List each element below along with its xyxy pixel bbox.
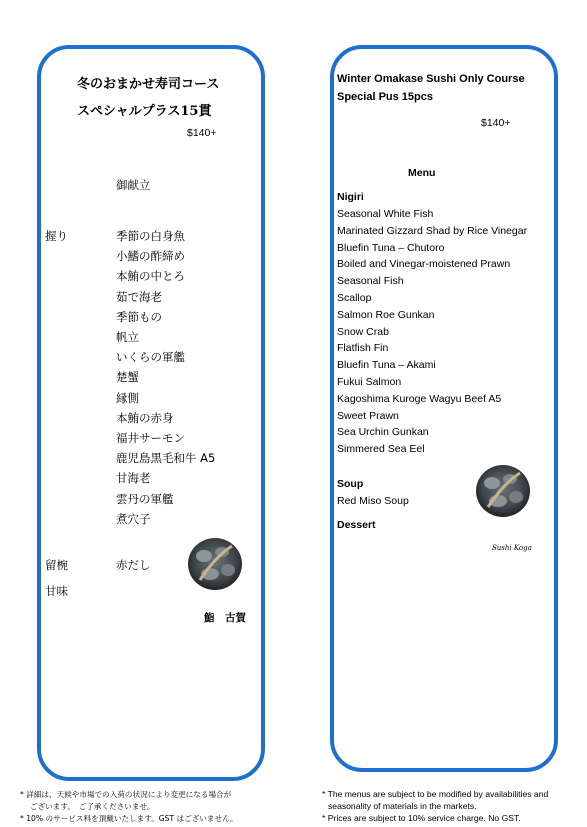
- jp-nigiri-item: いくらの軍艦: [116, 350, 185, 365]
- note-line: * Prices are subject to 10% service charge. No GST.: [322, 813, 521, 823]
- en-soup-item: Red Miso Soup: [337, 495, 409, 507]
- note-line: ございます。 ご了承くださいませ。: [30, 802, 155, 811]
- note-line: * 詳細は、天候や市場での入荷の状況により変更になる場合が: [20, 790, 232, 799]
- en-nigiri-item: Scallop: [337, 292, 372, 304]
- jp-nigiri-item: 福井サーモン: [116, 431, 185, 445]
- en-nigiri-item: Seasonal White Fish: [337, 208, 434, 220]
- jp-soup-label: 留椀: [45, 558, 68, 572]
- jp-nigiri-item: 雲丹の軍艦: [116, 491, 174, 506]
- jp-nigiri-item: 楚蟹: [116, 370, 139, 385]
- en-nigiri-item: Sweet Prawn: [337, 409, 399, 422]
- en-nigiri-item: Fukui Salmon: [337, 376, 402, 388]
- en-nigiri-item: Kagoshima Kuroge Wagyu Beef A5: [337, 392, 502, 405]
- en-nigiri-item: Seasonal Fish: [337, 275, 404, 288]
- en-course-subtitle: Special Pus 15pcs: [337, 91, 433, 103]
- jp-nigiri-item: 茹で海老: [116, 289, 162, 304]
- jp-signature: 鮨 古賀: [204, 612, 246, 624]
- en-nigiri-item: Flatfish Fin: [337, 342, 389, 355]
- en-nigiri-item: Salmon Roe Gunkan: [337, 308, 435, 321]
- jp-course-title: 冬のおまかせ寿司コース: [77, 77, 220, 92]
- jp-starter: 御献立: [116, 178, 151, 192]
- en-soup-heading: Soup: [337, 478, 364, 490]
- en-nigiri-item: Sea Urchin Gunkan: [337, 426, 429, 439]
- en-nigiri-item: Bluefin Tuna – Chutoro: [337, 241, 445, 254]
- jp-dessert-label: 甘味: [45, 584, 68, 598]
- en-nigiri-heading: Nigiri: [337, 191, 364, 203]
- jp-nigiri-item: 季節の白身魚: [116, 229, 185, 243]
- en-nigiri-item: Snow Crab: [337, 325, 389, 338]
- en-signature: Sushi Koga: [492, 544, 532, 552]
- en-dessert-heading: Dessert: [337, 519, 376, 531]
- notes-japanese: [20, 789, 238, 825]
- jp-nigiri-item: 本鮪の中とろ: [116, 269, 185, 284]
- jp-nigiri-item: 甘海老: [116, 471, 151, 486]
- jp-nigiri-item: 帆立: [116, 330, 139, 344]
- jp-nigiri-item: 煮穴子: [116, 511, 151, 526]
- note-line: * The menus are subject to be modified by availabilities and: [322, 789, 549, 799]
- jp-nigiri-item: 縁側: [116, 390, 139, 405]
- jp-nigiri-item: 鹿児島黒毛和牛 A5: [116, 451, 216, 466]
- en-menu-heading: Menu: [408, 167, 436, 179]
- miso-soup-bowl-icon: [186, 536, 244, 592]
- en-nigiri-item: Marinated Gizzard Shad by Rice Vinegar: [337, 224, 528, 237]
- menu-card-english: [330, 45, 558, 772]
- note-line: seasonality of materials in the markets.: [328, 801, 477, 811]
- note-line: * 10% のサービス料を頂戴いたします。GST はございません。: [20, 814, 238, 823]
- jp-nigiri-item: 小鰭の酢締め: [116, 249, 185, 264]
- en-nigiri-item: Boiled and Vinegar-moistened Prawn: [337, 258, 511, 271]
- en-nigiri-item: Bluefin Tuna – Akami: [337, 359, 436, 372]
- jp-nigiri-item: 本鮪の赤身: [116, 410, 174, 425]
- notes-english: [322, 788, 548, 824]
- jp-nigiri-label: 握り: [45, 229, 68, 243]
- jp-course-subtitle: スペシャルプラス15貫: [77, 104, 212, 119]
- jp-nigiri-item: 季節もの: [116, 309, 162, 324]
- jp-soup-item: 赤だし: [116, 558, 151, 572]
- en-course-title: Winter Omakase Sushi Only Course: [337, 73, 525, 85]
- en-nigiri-item: Simmered Sea Eel: [337, 443, 425, 456]
- jp-price: $140+: [187, 127, 217, 139]
- en-price: $140+: [481, 117, 511, 129]
- miso-soup-bowl-icon: [474, 463, 532, 519]
